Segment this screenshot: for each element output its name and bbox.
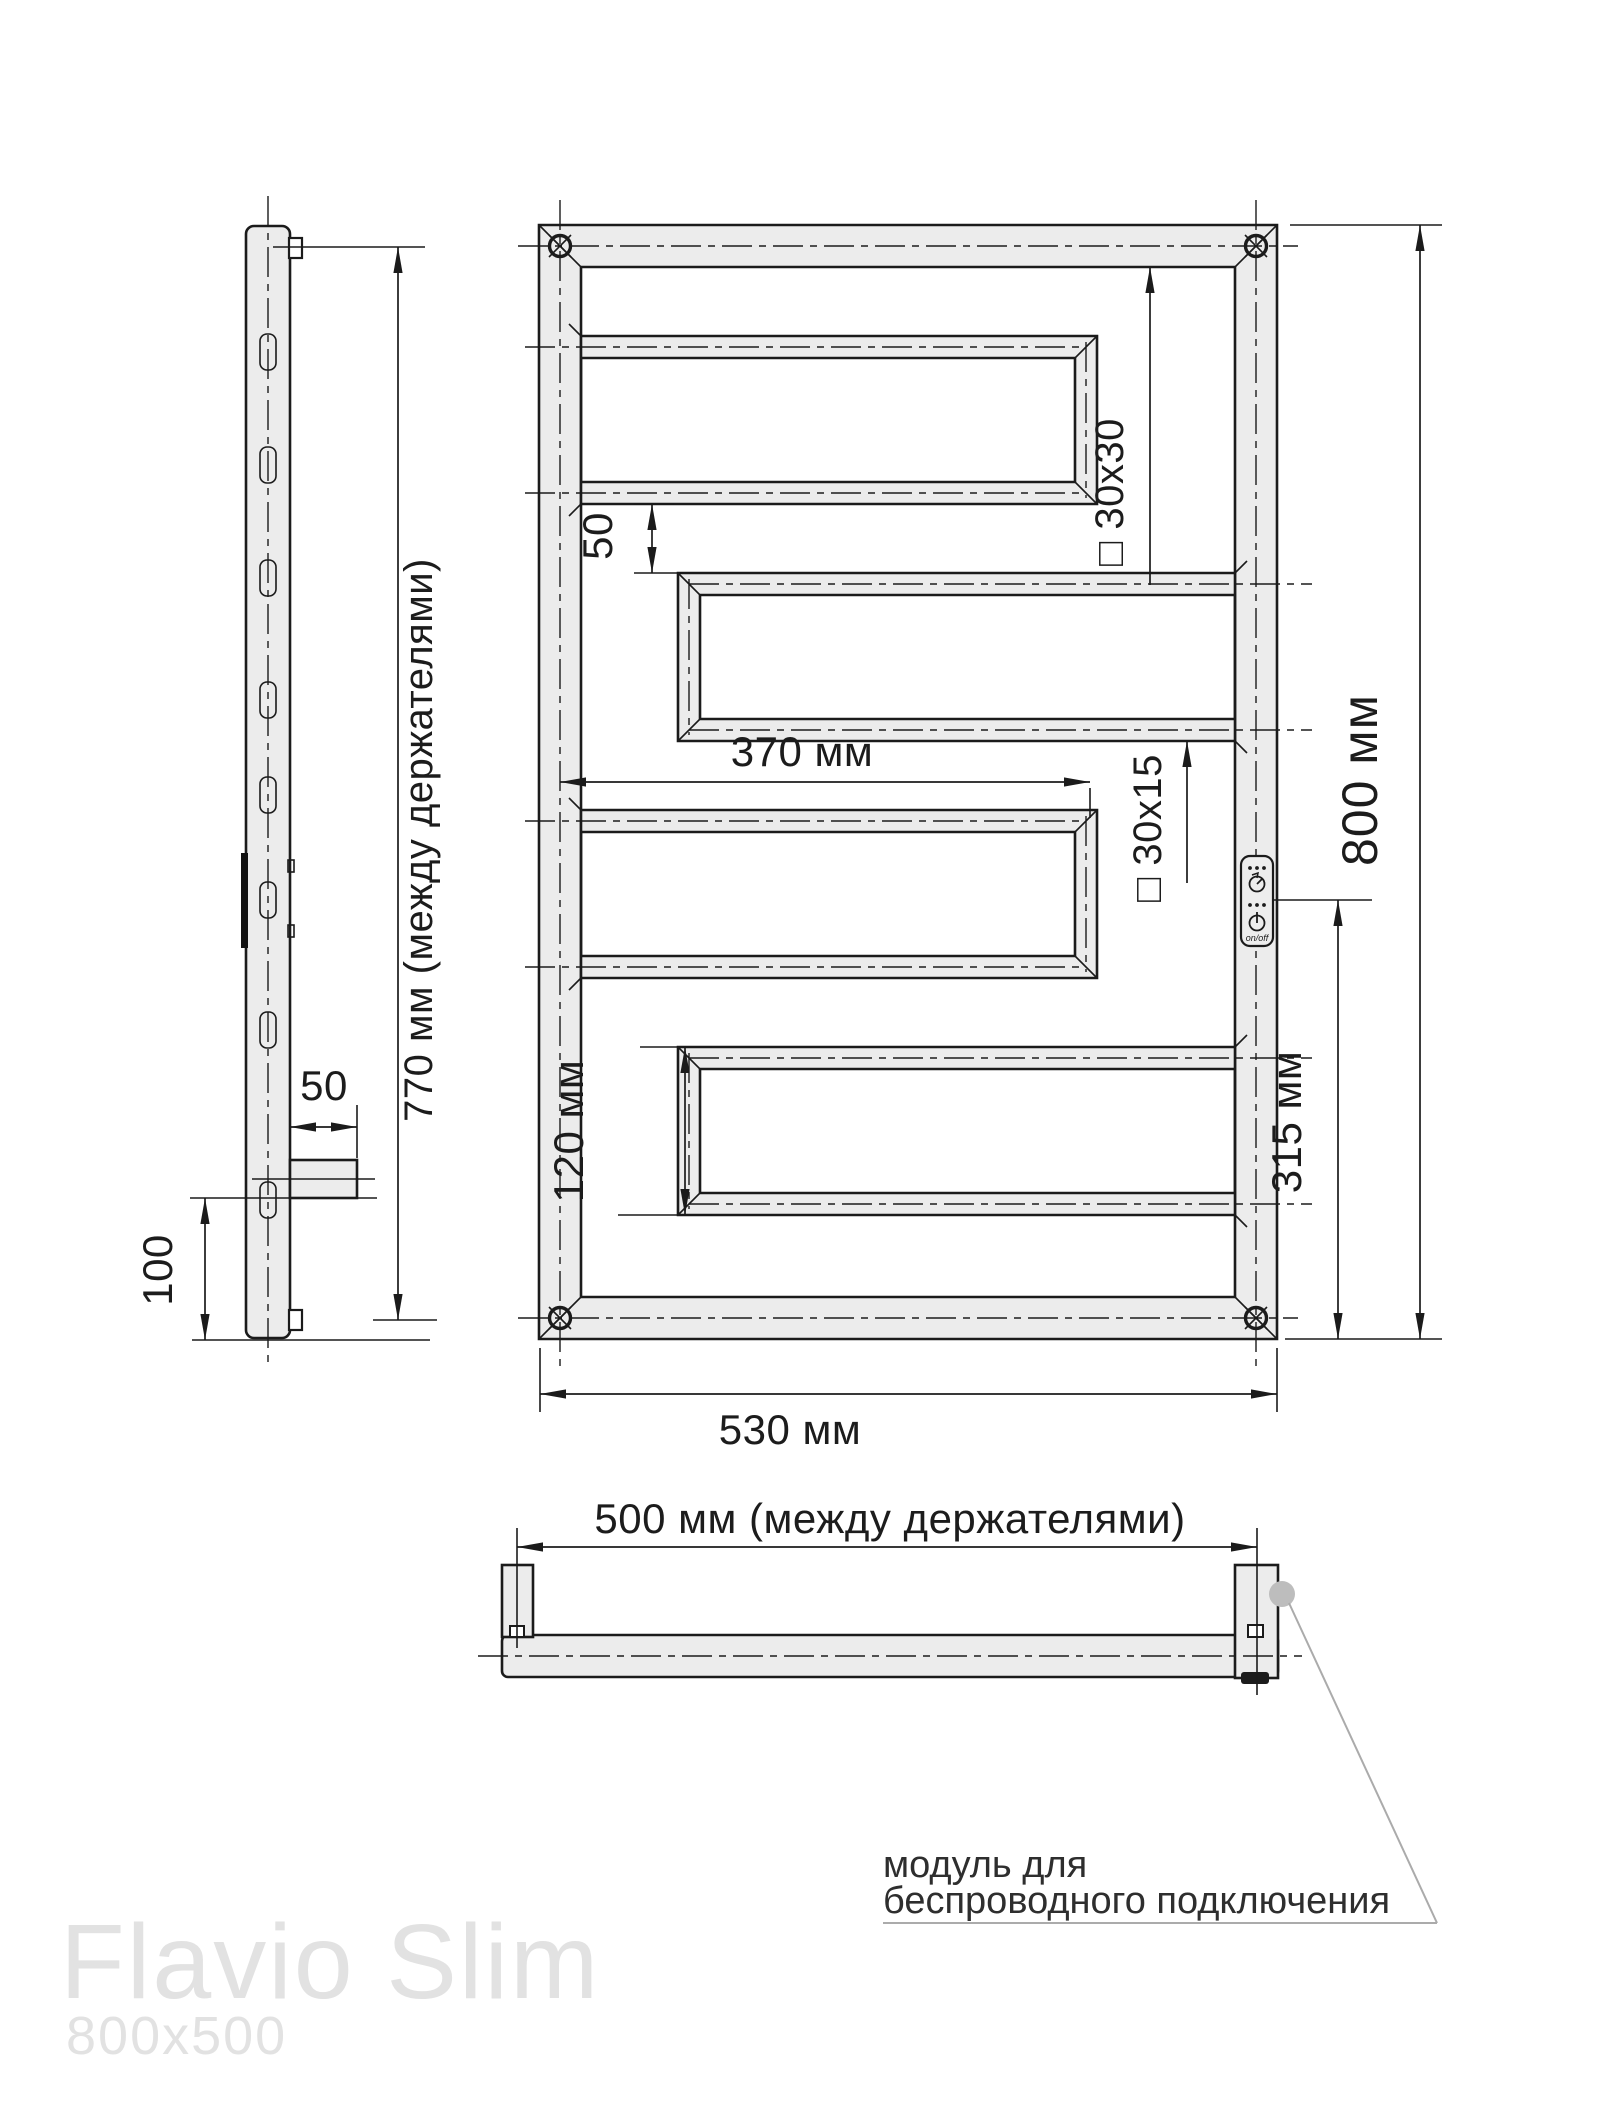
rung-1: [525, 324, 1097, 516]
dim-50-holder: [290, 1062, 357, 1158]
on-off-label: on/off: [1245, 933, 1269, 943]
top-holder-nub: [289, 238, 302, 258]
rung-4: [678, 1035, 1312, 1227]
bottom-view: [478, 1528, 1302, 1695]
product-name: Flavio Slim: [60, 1903, 601, 2021]
dim-500-label: 500 мм (между держателями): [594, 1495, 1186, 1542]
callout-line-1: модуль для: [883, 1844, 1088, 1886]
dim-315-label: 315 мм: [1263, 1050, 1310, 1194]
tube-30x30-label: □ 30x30: [1088, 418, 1132, 566]
label-30x30: [1088, 267, 1150, 585]
dim-770-label: 770 мм (между держателями): [397, 558, 441, 1122]
cable-element: [241, 853, 248, 948]
callout-dot: [1269, 1581, 1295, 1607]
dim-500: [517, 1495, 1257, 1547]
dim-rung-gap-label: 50: [574, 512, 621, 560]
label-30x15: [1126, 741, 1187, 902]
callout-line-2: беспроводного подключения: [883, 1880, 1391, 1922]
dim-800: [1290, 225, 1442, 1339]
front-view: [518, 200, 1312, 1368]
dim-370-label: 370 мм: [730, 728, 874, 775]
dim-100-label: 100: [134, 1234, 181, 1306]
title-block: [60, 1903, 600, 2066]
rung-3: [525, 798, 1097, 990]
product-size: 800x500: [66, 2006, 288, 2066]
dim-315: [1263, 900, 1442, 1339]
tube-30x15-label: □ 30x15: [1126, 754, 1170, 902]
bottom-holder-nub: [289, 1310, 302, 1330]
wireless-module: [1241, 1672, 1269, 1684]
dim-50-holder-label: 50: [300, 1062, 348, 1109]
control-module: [1241, 856, 1273, 946]
side-view: [241, 196, 375, 1368]
dim-800-label: 800 мм: [1332, 693, 1388, 867]
right-holder-screw: [1248, 1625, 1263, 1637]
rung-2: [678, 561, 1312, 753]
dim-530-label: 530 мм: [718, 1406, 862, 1453]
module-callout: [883, 1581, 1437, 1923]
dim-120-label: 120 мм: [545, 1059, 592, 1203]
dim-rung-gap-50: [574, 504, 700, 573]
dim-530: [540, 1348, 1277, 1453]
